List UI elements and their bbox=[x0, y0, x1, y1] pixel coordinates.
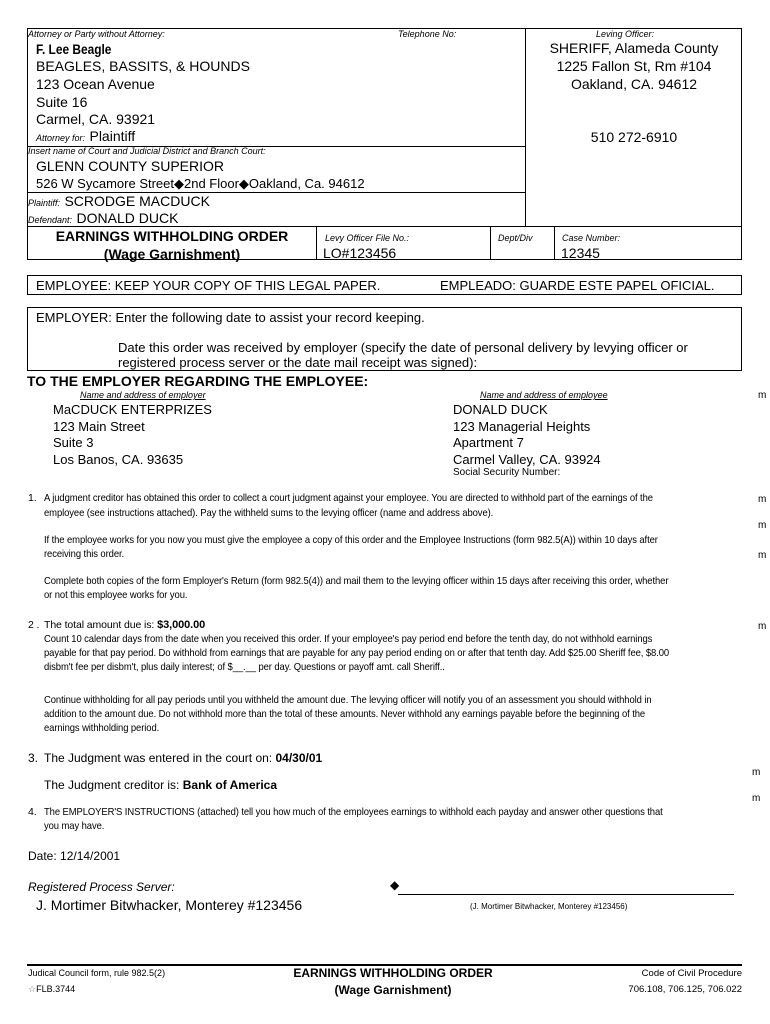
attorney-address-1: 123 Ocean Avenue bbox=[36, 76, 155, 92]
employer-name-label: Name and address of employer bbox=[80, 390, 206, 400]
regarding-heading: TO THE EMPLOYER REGARDING THE EMPLOYEE: bbox=[27, 373, 369, 389]
employee-name-label: Name and address of employee bbox=[480, 390, 608, 400]
empleado-notice: EMPLEADO: GUARDE ESTE PAPEL OFICIAL. bbox=[440, 278, 715, 293]
ssn-label: Social Security Number: bbox=[453, 467, 561, 478]
employee-city: Carmel Valley, CA. 93924 bbox=[453, 452, 601, 467]
item-1-line-b: employee (see instructions attached). Pay the withheld sums to the levying officer (name and address above). bbox=[44, 507, 494, 519]
title-divider-2 bbox=[490, 226, 491, 260]
date-label: Date: bbox=[28, 849, 57, 863]
footer-form-rule: Judical Council form, rule 982.5(2) bbox=[28, 968, 166, 978]
item-4-number: 4. bbox=[28, 806, 37, 818]
item-2-line-a: Count 10 calendar days from the date when you received this order. If your employee's pay period end before the tenth day, do not withhold earnings bbox=[44, 633, 653, 645]
sheriff-name: SHERIFF, Alameda County bbox=[549, 40, 719, 56]
plaintiff-label: Plaintiff: bbox=[28, 198, 61, 208]
levy-file-number: LO#123456 bbox=[323, 245, 397, 261]
margin-mark: m bbox=[758, 494, 767, 505]
dept-label: Dept/Div bbox=[498, 233, 533, 243]
process-server-name: J. Mortimer Bitwhacker, Monterey #123456 bbox=[36, 897, 303, 913]
judgment-creditor-line bbox=[44, 778, 277, 792]
form-title: EARNINGS WITHHOLDING ORDER bbox=[55, 228, 289, 244]
item-4-line-a: The EMPLOYER'S INSTRUCTIONS (attached) tell you how much of the employees earnings to withhold each payday and answer other questions that bbox=[44, 806, 663, 818]
item-1-line-a: A judgment creditor has obtained this order to collect a court judgment against your employee. You are directed to withhold part of the earnings of the bbox=[44, 492, 653, 504]
defendant-name: DONALD DUCK bbox=[76, 210, 179, 226]
employer-date-line-2: registered process server or the date mail receipt was signed): bbox=[118, 355, 478, 370]
item-1-line-c: If the employee works for you now you must give the employee a copy of this order and the Employee Instructions (form 982.5(A)) within 10 days after bbox=[44, 534, 658, 546]
total-amount-label: The total amount due is: bbox=[44, 619, 155, 631]
judgment-date-label: The Judgment was entered in the court on: bbox=[44, 751, 273, 765]
footer-form-number-text: FLB.3744 bbox=[36, 984, 76, 994]
date-line bbox=[28, 849, 120, 863]
case-number: 12345 bbox=[561, 245, 600, 261]
court-label: Insert name of Court and Judicial District and Branch Court: bbox=[28, 146, 266, 156]
employee-name: DONALD DUCK bbox=[453, 402, 548, 417]
item-2-line-b: payable for that pay period. Do withhold from earnings that are payable for any pay period ending on or after that tenth day. Add $25.00 Sheriff fee, $8.00 bbox=[44, 647, 670, 659]
sheriff-address: 1225 Fallon St, Rm #104 bbox=[556, 58, 712, 74]
attorney-for-value: Plaintiff bbox=[89, 128, 136, 144]
item-2-amount-line bbox=[44, 618, 205, 632]
employer-name: MaCDUCK ENTERPRIZES bbox=[53, 402, 212, 417]
item-1-number: 1. bbox=[28, 492, 37, 504]
attorney-name: F. Lee Beagle bbox=[36, 41, 112, 57]
signature-diamond-icon: ◆ bbox=[390, 878, 400, 892]
item-1-line-f: or not this employee works for you. bbox=[44, 589, 188, 601]
margin-mark: m bbox=[752, 767, 761, 778]
item-1-line-d: receiving this order. bbox=[44, 548, 125, 560]
sheriff-phone: 510 272-6910 bbox=[590, 129, 678, 145]
margin-mark: m bbox=[758, 621, 767, 632]
item-2-line-c: disbm't fee per disbm't, plus daily interest; of $__.__ per day. Questions or payoff amt. call Sheriff.. bbox=[44, 661, 445, 673]
judgment-creditor: Bank of America bbox=[182, 778, 278, 792]
attorney-address-2: Suite 16 bbox=[36, 94, 88, 110]
court-name: GLENN COUNTY SUPERIOR bbox=[36, 158, 224, 174]
judgment-date-line bbox=[44, 751, 322, 765]
item-2-line-f: earnings withholding period. bbox=[44, 722, 160, 734]
firm-name: BEAGLES, BASSITS, & HOUNDS bbox=[36, 58, 250, 74]
case-number-label: Case Number: bbox=[562, 233, 621, 243]
plaintiff-name: SCRODGE MACDUCK bbox=[64, 193, 210, 209]
margin-mark: m bbox=[758, 390, 767, 401]
footer-subtitle: (Wage Garnishment) bbox=[334, 983, 452, 997]
total-amount: $3,000.00 bbox=[157, 619, 206, 631]
employer-suite: Suite 3 bbox=[53, 435, 94, 450]
telephone-label: Telephone No: bbox=[398, 29, 457, 39]
attorney-for-label: Attorney for: bbox=[36, 133, 86, 143]
margin-mark: m bbox=[752, 793, 761, 804]
employee-notice: EMPLOYEE: KEEP YOUR COPY OF THIS LEGAL PAPER. bbox=[36, 278, 381, 293]
court-address: 526 W Sycamore Street◆2nd Floor◆Oakland, Ca. 94612 bbox=[36, 176, 365, 191]
footer-code-sections: 706.108, 706.125, 706.022 bbox=[628, 984, 742, 995]
defendant-line bbox=[28, 210, 178, 228]
employee-street: 123 Managerial Heights bbox=[453, 419, 591, 434]
signed-date: 12/14/2001 bbox=[60, 849, 121, 863]
item-2-number: 2 . bbox=[28, 619, 40, 631]
judgment-creditor-label: The Judgment creditor is: bbox=[44, 778, 180, 792]
process-server-label: Registered Process Server: bbox=[28, 880, 175, 894]
item-3-number: 3. bbox=[28, 751, 39, 765]
sheriff-city: Oakland, CA. 94612 bbox=[570, 76, 698, 92]
title-divider-1 bbox=[316, 226, 317, 260]
employee-apartment: Apartment 7 bbox=[453, 435, 524, 450]
attorney-label: Attorney or Party without Attorney: bbox=[28, 29, 165, 39]
defendant-label: Defendant: bbox=[28, 215, 73, 225]
employer-instruction: EMPLOYER: Enter the following date to assist your record keeping. bbox=[36, 310, 425, 325]
footer-code: Code of Civil Procedure bbox=[641, 968, 742, 979]
item-4-line-b: you may have. bbox=[44, 820, 105, 832]
margin-mark: m bbox=[758, 550, 767, 561]
margin-mark: m bbox=[758, 520, 767, 531]
employer-date-line-1: Date this order was received by employer (specify the date of personal delivery by levying officer or bbox=[118, 340, 688, 355]
title-divider-3 bbox=[554, 226, 555, 260]
plaintiff-line bbox=[28, 193, 210, 211]
footer-title: EARNINGS WITHHOLDING ORDER bbox=[293, 966, 493, 980]
levying-officer-label: Leving Officer: bbox=[596, 29, 655, 39]
item-2-line-e: addition to the amount due. Do not withhold more than the total of these amounts. Never withhold any earnings payable before the beginning of the bbox=[44, 708, 646, 720]
levy-file-label: Levy Officer File No.: bbox=[325, 233, 410, 243]
form-subtitle: (Wage Garnishment) bbox=[103, 246, 241, 262]
employer-city: Los Banos, CA. 93635 bbox=[53, 452, 184, 467]
footer-form-number bbox=[28, 984, 75, 995]
attorney-city: Carmel, CA. 93921 bbox=[36, 111, 156, 127]
employer-street: 123 Main Street bbox=[53, 419, 145, 434]
star-outline-icon: ☆ bbox=[28, 984, 37, 994]
judgment-date: 04/30/01 bbox=[275, 751, 323, 765]
attorney-for-line bbox=[36, 128, 135, 146]
signature-caption: (J. Mortimer Bitwhacker, Monterey #123456) bbox=[470, 902, 628, 911]
item-2-line-d: Continue withholding for all pay periods until you withheld the amount due. The levying officer will notify you of an assessment you should withhold in bbox=[44, 694, 652, 706]
signature-line bbox=[398, 894, 734, 895]
item-1-line-e: Complete both copies of the form Employer's Return (form 982.5(4)) and mail them to the levying officer within 15 days after receiving this order, whether bbox=[44, 575, 669, 587]
